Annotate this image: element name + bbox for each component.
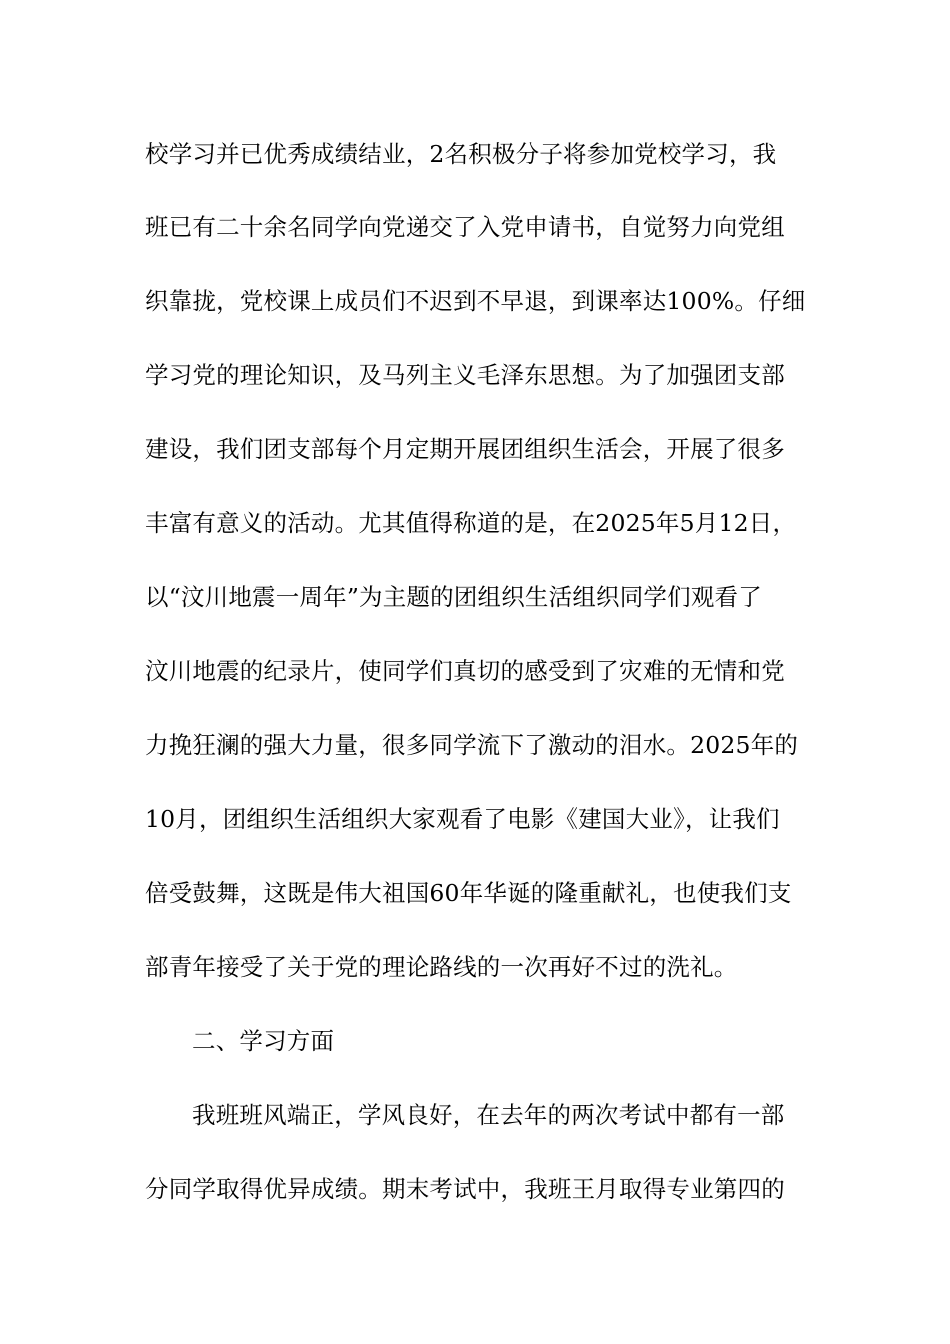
paragraph-line: 10月，团组织生活组织大家观看了电影《建国大业》，让我们 xyxy=(145,805,780,833)
paragraph-line: 力挽狂澜的强大力量，很多同学流下了激动的泪水。2025年的 xyxy=(145,731,799,759)
paragraph-line: 校学习并已优秀成绩结业，2名积极分子将参加党校学习，我 xyxy=(145,140,777,168)
section-heading: 二、学习方面 xyxy=(192,1027,335,1055)
paragraph-line: 丰富有意义的活动。尤其值得称道的是，在2025年5月12日， xyxy=(145,509,797,537)
paragraph-line: 倍受鼓舞，这既是伟大祖国60年华诞的隆重献礼，也使我们支 xyxy=(145,879,792,907)
paragraph-line: 班已有二十余名同学向党递交了入党申请书，自觉努力向党组 xyxy=(145,213,785,241)
paragraph-line: 建设，我们团支部每个月定期开展团组织生活会，开展了很多 xyxy=(145,435,785,463)
paragraph-line: 分同学取得优异成绩。期末考试中，我班王月取得专业第四的 xyxy=(145,1175,785,1203)
paragraph-line: 以“汶川地震一周年”为主题的团组织生活组织同学们观看了 xyxy=(145,583,762,611)
paragraph-line: 汶川地震的纪录片，使同学们真切的感受到了灾难的无情和党 xyxy=(145,657,785,685)
paragraph-line: 我班班风端正，学风良好，在去年的两次考试中都有一部 xyxy=(192,1101,785,1129)
paragraph-line: 部青年接受了关于党的理论路线的一次再好不过的洗礼。 xyxy=(145,953,738,981)
paragraph-line: 织靠拢，党校课上成员们不迟到不早退，到课率达100%。仔细 xyxy=(145,287,806,315)
paragraph-line: 学习党的理论知识，及马列主义毛泽东思想。为了加强团支部 xyxy=(145,361,785,389)
